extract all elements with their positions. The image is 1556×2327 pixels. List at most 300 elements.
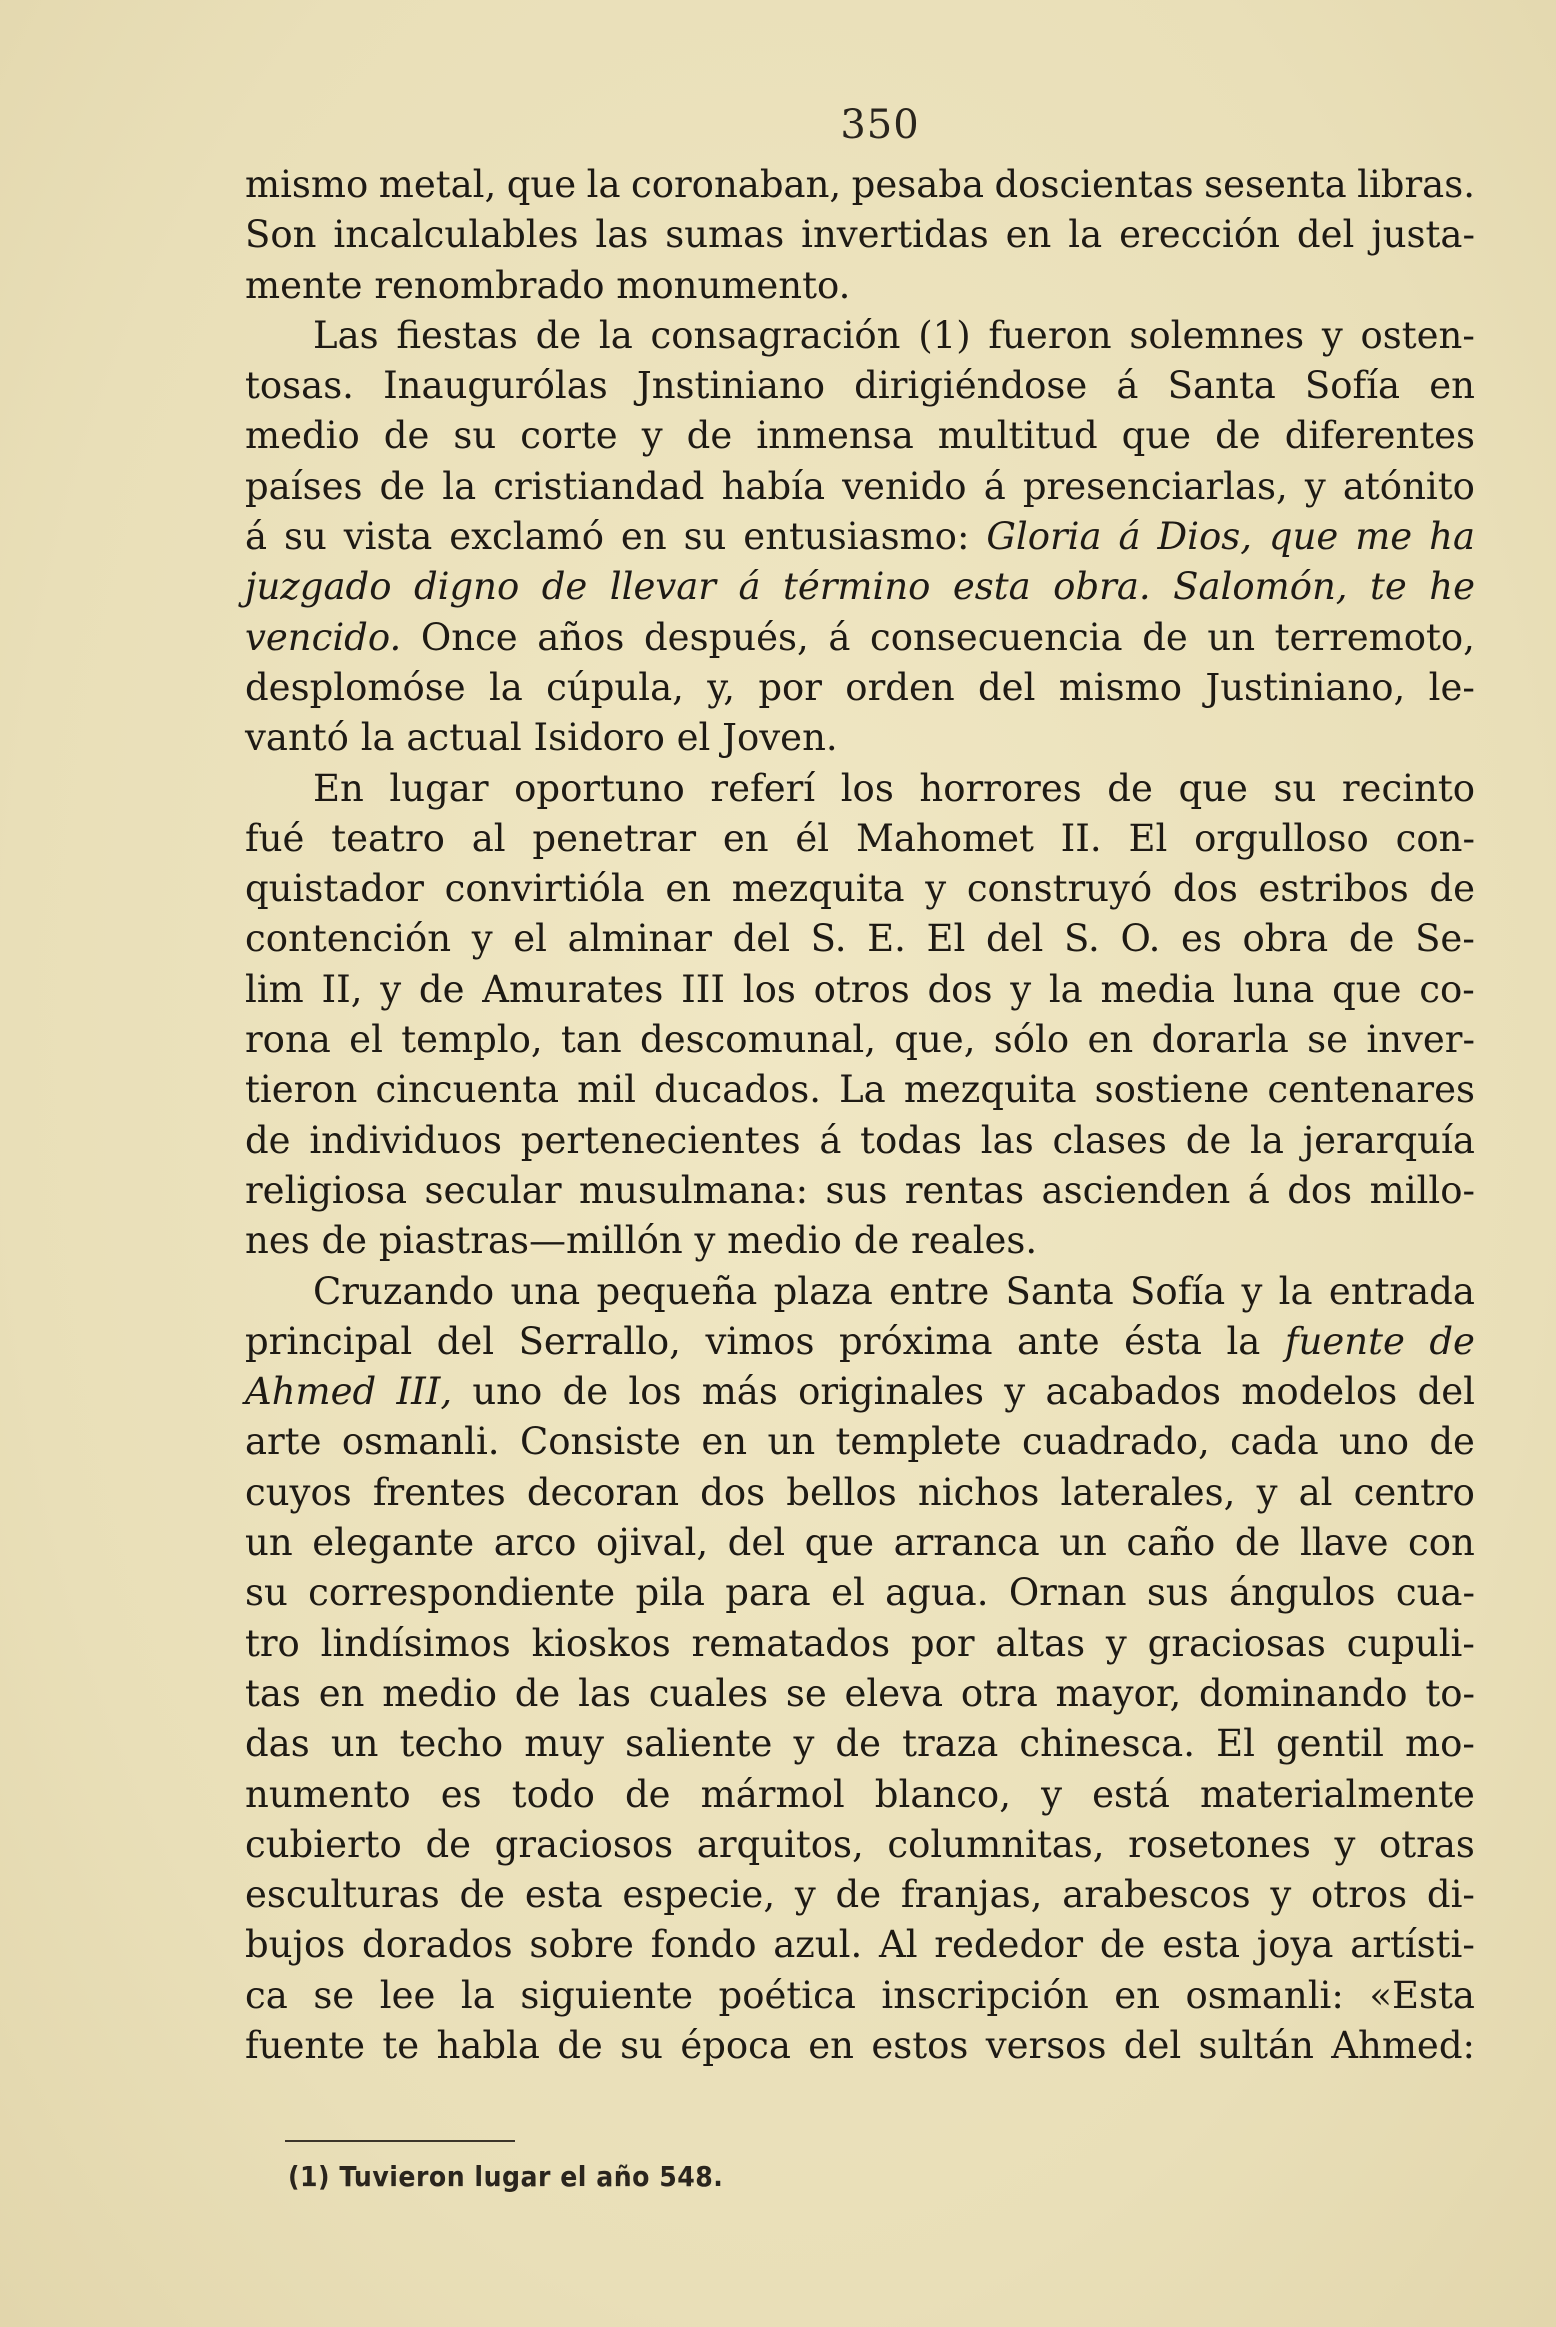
word: recinto xyxy=(1341,766,1475,810)
word: mil xyxy=(577,1068,636,1112)
word: presenciarlas, xyxy=(1022,464,1288,508)
word: los xyxy=(628,1370,682,1414)
word: de xyxy=(321,1219,368,1263)
word: de xyxy=(1185,1118,1232,1162)
word: el xyxy=(513,917,547,961)
word: rona xyxy=(245,1018,331,1062)
word: to- xyxy=(1425,1671,1475,1715)
word: un xyxy=(245,1521,293,1565)
word: multitud xyxy=(937,414,1098,458)
word: Inaugurólas xyxy=(383,364,608,408)
word: actual xyxy=(406,716,522,760)
body-text xyxy=(245,160,1475,2071)
word: de xyxy=(624,1772,671,1816)
word: fué xyxy=(245,816,305,860)
word: mo- xyxy=(1405,1722,1475,1766)
word: osmanli: xyxy=(1185,1973,1344,2017)
word: está xyxy=(1092,1772,1170,1816)
word: de xyxy=(379,464,426,508)
word: co- xyxy=(1419,967,1475,1011)
word: cincuenta xyxy=(375,1068,560,1112)
footnote: (1) Tuvieron lugar el año 548. xyxy=(288,2160,724,2193)
word: Sofía xyxy=(1304,364,1401,408)
word: la xyxy=(1226,1319,1261,1363)
word: de xyxy=(1429,867,1475,911)
word: coronaban, xyxy=(631,163,842,206)
word: un xyxy=(1207,615,1256,659)
word: es xyxy=(1181,917,1222,961)
word: un xyxy=(767,1420,816,1464)
word: solemnes xyxy=(1129,313,1305,357)
word: de xyxy=(541,565,588,609)
text-line xyxy=(245,1870,1475,1920)
word: pertenecientes xyxy=(520,1118,801,1162)
word: de xyxy=(1099,1923,1146,1967)
word: dorarla xyxy=(1151,1018,1289,1062)
word: entre xyxy=(889,1269,990,1313)
text-line xyxy=(245,1568,1475,1618)
word: millo- xyxy=(1369,1168,1475,1212)
word: llave xyxy=(1299,1521,1389,1565)
text-line xyxy=(245,512,1475,562)
word: fuente xyxy=(1284,1319,1405,1363)
word: mezquita xyxy=(903,1068,1077,1112)
word: con- xyxy=(1395,816,1475,860)
word: erección xyxy=(1119,213,1280,257)
word: Gloria xyxy=(986,515,1102,559)
word: del xyxy=(1417,1370,1475,1414)
word: Sofía xyxy=(1129,1269,1226,1313)
word: la xyxy=(488,665,523,709)
word: el xyxy=(676,716,711,760)
word: muy xyxy=(524,1722,605,1766)
word: Joven. xyxy=(722,716,838,760)
word: nichos xyxy=(917,1470,1040,1514)
word: que, xyxy=(894,1018,976,1062)
word: laterales, xyxy=(1060,1470,1236,1514)
word: exclamó xyxy=(449,515,605,559)
word: en xyxy=(722,816,769,860)
text-line xyxy=(245,814,1475,864)
footnote-rule xyxy=(285,2140,515,2142)
word: pequeña xyxy=(596,1269,758,1313)
word: te xyxy=(382,2023,420,2067)
word: musulmana: xyxy=(578,1168,809,1212)
word: plaza xyxy=(773,1269,873,1313)
word: numento xyxy=(245,1772,411,1816)
word: centro xyxy=(1353,1470,1475,1514)
word: otra xyxy=(960,1671,1038,1715)
word: mármol xyxy=(700,1772,845,1816)
word: sólo xyxy=(993,1018,1070,1062)
word: elegante xyxy=(312,1521,475,1565)
word: cúpula, xyxy=(546,665,684,709)
word: de xyxy=(514,1671,561,1715)
word: ascienden xyxy=(1041,1168,1231,1212)
word: ojival, xyxy=(595,1521,709,1565)
text-line xyxy=(245,562,1475,612)
word: di- xyxy=(1426,1873,1475,1917)
word: Ahmed xyxy=(245,1370,377,1414)
word: la xyxy=(1048,967,1083,1011)
word: fueron xyxy=(988,313,1112,357)
word: estos xyxy=(871,2023,969,2067)
word: al xyxy=(471,816,506,860)
word: del xyxy=(727,1521,786,1565)
word: de xyxy=(1429,1319,1475,1363)
word: convirtióla xyxy=(444,867,645,911)
word: en xyxy=(701,1420,748,1464)
word: otros xyxy=(813,967,910,1011)
word: de xyxy=(425,1822,472,1866)
word: bellos xyxy=(786,1470,897,1514)
word: esta xyxy=(1162,1923,1241,1967)
word: que xyxy=(1121,414,1192,458)
word: El xyxy=(926,917,966,961)
word: sultán xyxy=(1198,2023,1314,2067)
word: á xyxy=(245,515,268,559)
word: eleva xyxy=(844,1671,944,1715)
word: uno xyxy=(1339,1420,1409,1464)
word: Ahmed: xyxy=(1331,2023,1475,2067)
word: y xyxy=(1304,464,1326,508)
word: esta xyxy=(524,1873,603,1917)
text-line xyxy=(245,1116,1475,1166)
word: invertidas xyxy=(801,213,989,257)
word: mente xyxy=(245,263,363,307)
text-line xyxy=(245,1468,1475,1518)
word: se xyxy=(785,1671,827,1715)
word: atónito xyxy=(1342,464,1475,508)
word: arranca xyxy=(893,1521,1040,1565)
word: del xyxy=(978,665,1036,709)
word: caño xyxy=(1126,1521,1216,1565)
word: cuyos xyxy=(245,1470,352,1514)
word: Al xyxy=(878,1923,918,1967)
word: Mahomet xyxy=(855,816,1034,860)
word: Las xyxy=(313,313,379,357)
word: II, xyxy=(321,967,363,1011)
word: mezquita xyxy=(731,867,905,911)
word: lugar xyxy=(389,766,489,810)
word: de xyxy=(835,1873,882,1917)
word: el xyxy=(349,1018,383,1062)
word: de xyxy=(1215,414,1261,458)
word: III xyxy=(681,967,726,1011)
word: decoran xyxy=(526,1470,680,1514)
word: á xyxy=(1116,364,1139,408)
text-line xyxy=(245,160,1475,210)
word: jerarquía xyxy=(1302,1118,1475,1162)
word: la xyxy=(1250,1118,1284,1162)
word: á xyxy=(819,1118,842,1162)
word: de xyxy=(459,1873,506,1917)
word: En xyxy=(313,766,364,810)
word: Once xyxy=(420,615,518,659)
word: después, xyxy=(644,615,809,659)
word: y xyxy=(1256,1470,1278,1514)
word: graciosas xyxy=(1147,1621,1326,1665)
word: joya xyxy=(1256,1923,1334,1967)
word: en xyxy=(665,867,712,911)
word: de xyxy=(245,1118,291,1162)
word: inver- xyxy=(1366,1018,1475,1062)
word: renombrado xyxy=(374,263,605,307)
word: cuadrado, xyxy=(1021,1420,1210,1464)
word: sumas xyxy=(665,213,785,257)
word: piastras—millón xyxy=(378,1219,683,1263)
word: ésta xyxy=(1124,1319,1202,1363)
word: que xyxy=(1268,515,1339,559)
word: templete xyxy=(835,1420,1002,1464)
word: época xyxy=(680,2023,791,2067)
word: cada xyxy=(1230,1420,1319,1464)
word: versos xyxy=(985,2023,1107,2067)
text-line xyxy=(245,1971,1475,2021)
word: incalculables xyxy=(333,213,579,257)
word: El xyxy=(1128,816,1168,860)
word: ca xyxy=(245,1973,288,2017)
word: quistador xyxy=(245,867,424,911)
word: entrada xyxy=(1328,1269,1475,1313)
word: del xyxy=(985,917,1044,961)
word: templo, xyxy=(401,1018,543,1062)
word: Ornan xyxy=(1008,1571,1127,1615)
word: secular xyxy=(424,1168,562,1212)
word: S. xyxy=(810,917,847,961)
word: orden xyxy=(845,665,955,709)
word: y, xyxy=(707,665,735,709)
word: lindísimos xyxy=(320,1621,511,1665)
word: cubierto xyxy=(245,1822,402,1866)
word: techo xyxy=(399,1722,504,1766)
text-line xyxy=(245,1166,1475,1216)
word: vantó xyxy=(245,716,349,760)
word: juzgado xyxy=(245,565,392,609)
text-line xyxy=(245,1216,1475,1266)
word: cupuli- xyxy=(1346,1621,1475,1665)
word: las xyxy=(595,213,649,257)
word: ha xyxy=(1429,515,1475,559)
word: sus xyxy=(1146,1571,1209,1615)
word: obra. xyxy=(1053,565,1151,609)
word: oportuno xyxy=(514,766,685,810)
word: dos xyxy=(1287,1168,1353,1212)
word: reales. xyxy=(911,1219,1038,1263)
text-line xyxy=(245,2021,1475,2071)
word: he xyxy=(1429,565,1475,609)
word: sesenta xyxy=(1204,163,1347,206)
word: dirigiéndose xyxy=(854,364,1088,408)
word: uno xyxy=(472,1370,543,1414)
word: sostiene xyxy=(1094,1068,1250,1112)
word: á xyxy=(983,464,1006,508)
word: el xyxy=(831,1571,865,1615)
word: lee xyxy=(379,1973,436,2017)
word: años xyxy=(537,615,625,659)
word: término xyxy=(782,565,931,609)
word: construyó xyxy=(966,867,1153,911)
word: á xyxy=(828,615,851,659)
word: La xyxy=(839,1068,886,1112)
word: ángulos xyxy=(1229,1571,1376,1615)
word: cuales xyxy=(648,1671,769,1715)
word: justa- xyxy=(1371,213,1475,257)
text-line xyxy=(245,1417,1475,1467)
word: y xyxy=(1270,1873,1292,1917)
word: vista xyxy=(343,515,433,559)
text-line xyxy=(245,965,1475,1015)
word: osmanli. xyxy=(341,1420,500,1464)
word: tas xyxy=(245,1671,301,1715)
word: Santa xyxy=(1005,1269,1114,1313)
word: Salomón, xyxy=(1173,565,1348,609)
word: descomunal, xyxy=(640,1018,876,1062)
word: de xyxy=(1142,615,1188,659)
text-line xyxy=(245,713,1475,763)
word: de xyxy=(383,414,430,458)
word: lim xyxy=(245,967,304,1011)
word: penetrar xyxy=(532,816,697,860)
word: frentes xyxy=(372,1470,506,1514)
text-line xyxy=(245,1015,1475,1065)
word: los xyxy=(840,766,894,810)
word: su xyxy=(683,515,727,559)
word: y xyxy=(471,917,493,961)
word: rentas xyxy=(904,1168,1025,1212)
word: monumento. xyxy=(616,263,851,307)
word: para xyxy=(725,1571,811,1615)
word: religiosa xyxy=(245,1168,408,1212)
word: de xyxy=(535,313,582,357)
word: es xyxy=(440,1772,482,1816)
word: la xyxy=(586,163,621,206)
word: medio xyxy=(727,1219,842,1263)
page-number: 350 xyxy=(840,102,920,148)
word: otros xyxy=(1311,1873,1408,1917)
word: das xyxy=(245,1722,310,1766)
text-line xyxy=(245,462,1475,512)
word: E. xyxy=(867,917,906,961)
word: terremoto, xyxy=(1274,615,1475,659)
word: se xyxy=(313,1973,355,2017)
word: azul. xyxy=(773,1923,863,1967)
word: saliente xyxy=(625,1722,773,1766)
word: Isidoro xyxy=(533,716,665,760)
text-line xyxy=(245,613,1475,663)
word: en xyxy=(318,1671,365,1715)
word: franjas, xyxy=(900,1873,1043,1917)
word: su xyxy=(245,1571,288,1615)
word: El xyxy=(1216,1722,1255,1766)
text-line xyxy=(245,261,1475,311)
word: esta xyxy=(952,565,1031,609)
word: un xyxy=(330,1722,379,1766)
word: altas xyxy=(995,1621,1086,1665)
word: chinesca. xyxy=(1019,1722,1195,1766)
word: á xyxy=(738,565,761,609)
text-line xyxy=(245,1920,1475,1970)
word: que xyxy=(1178,766,1248,810)
word: poética xyxy=(718,1973,856,2017)
word: á xyxy=(1118,515,1141,559)
word: en xyxy=(1114,1973,1160,2017)
word: media xyxy=(1100,967,1216,1011)
word: O. xyxy=(1120,917,1161,961)
word: venido xyxy=(842,464,967,508)
word: de xyxy=(418,967,465,1011)
word: en xyxy=(1429,364,1475,408)
word: corte xyxy=(520,414,618,458)
word: consecuencia xyxy=(869,615,1123,659)
word: entusiasmo: xyxy=(743,515,970,559)
word: Se- xyxy=(1415,917,1475,961)
word: mayor, xyxy=(1055,1671,1182,1715)
word: Dios, xyxy=(1157,515,1252,559)
word: del xyxy=(732,917,791,961)
word: y xyxy=(1334,1822,1356,1866)
word: la xyxy=(460,1973,495,2017)
word: en xyxy=(808,2023,855,2067)
word: otras xyxy=(1379,1822,1475,1866)
word: se xyxy=(1307,1018,1349,1062)
word: del xyxy=(436,1319,495,1363)
word: en xyxy=(620,515,667,559)
word: mismo xyxy=(245,163,369,206)
word: nes xyxy=(245,1219,310,1263)
text-line xyxy=(245,1367,1475,1417)
word: teatro xyxy=(331,816,445,860)
word: orgulloso xyxy=(1194,816,1369,860)
word: la xyxy=(360,716,395,760)
word: agua. xyxy=(885,1571,989,1615)
word: países xyxy=(245,464,363,508)
word: arco xyxy=(493,1521,577,1565)
word: consagración xyxy=(650,313,901,357)
word: cua- xyxy=(1395,1571,1475,1615)
word: él xyxy=(795,816,830,860)
word: columnitas, xyxy=(887,1822,1105,1866)
word: de xyxy=(562,1370,609,1414)
word: «Esta xyxy=(1369,1973,1475,2017)
word: modelos xyxy=(1241,1370,1398,1414)
word: materialmente xyxy=(1200,1772,1475,1816)
word: centenares xyxy=(1267,1068,1475,1112)
word: por xyxy=(910,1621,975,1665)
word: Amurates xyxy=(482,967,664,1011)
word: y xyxy=(793,1722,815,1766)
word: tosas. xyxy=(245,364,354,408)
word: arabescos xyxy=(1062,1873,1251,1917)
word: todas xyxy=(860,1118,963,1162)
word: inscripción xyxy=(881,1973,1089,2017)
text-line xyxy=(245,1820,1475,1870)
word: alminar xyxy=(567,917,712,961)
text-line xyxy=(245,1669,1475,1719)
word: la xyxy=(598,313,633,357)
word: kioskos xyxy=(531,1621,671,1665)
text-line xyxy=(245,864,1475,914)
word: la xyxy=(1278,1269,1313,1313)
word: blanco, xyxy=(874,1772,1011,1816)
word: de xyxy=(835,1722,882,1766)
word: desplomóse xyxy=(245,665,466,709)
text-line xyxy=(245,914,1475,964)
word: pila xyxy=(635,1571,705,1615)
word: tan xyxy=(560,1018,622,1062)
word: con xyxy=(1408,1521,1475,1565)
text-line xyxy=(245,1267,1475,1317)
